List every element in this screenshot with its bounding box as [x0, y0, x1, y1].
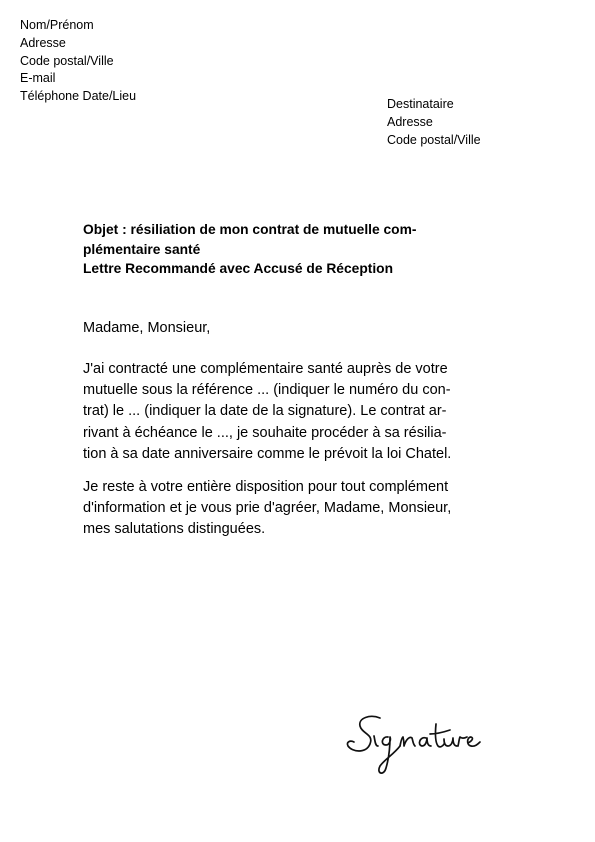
salutation: Madame, Monsieur,	[83, 320, 211, 336]
recipient-block	[387, 96, 481, 149]
handwritten-signature-icon	[340, 712, 500, 782]
paragraph-line: J'ai contracté une complémentaire santé auprès de votre	[83, 361, 448, 377]
sender-postal-city: Code postal/Ville	[20, 53, 114, 68]
sender-block	[20, 17, 136, 106]
paragraph-line: tion à sa date anniversaire comme le prévoit la loi Chatel.	[83, 445, 452, 462]
paragraph-line: d'information et je vous prie d'agréer, Madame, Monsieur,	[83, 500, 452, 517]
recipient-postal-city: Code postal/Ville	[387, 132, 481, 147]
subject-block	[83, 220, 493, 279]
recipient-address: Adresse	[387, 114, 433, 129]
subject-line-2: plémentaire santé	[83, 241, 201, 257]
sender-address: Adresse	[20, 35, 66, 50]
paragraph-line: mutuelle sous la référence ... (indiquer le numéro du con-	[83, 382, 451, 399]
body-paragraph-closing	[83, 477, 451, 541]
subject-line-1: Objet : résiliation de mon contrat de mutuelle com-	[83, 222, 417, 237]
sender-email: E-mail	[20, 71, 56, 86]
paragraph-line: mes salutations distinguées.	[83, 521, 266, 538]
delivery-mode: Lettre Recommandé avec Accusé de Réception	[83, 261, 394, 276]
recipient-name: Destinataire	[387, 97, 454, 111]
sender-name: Nom/Prénom	[20, 18, 94, 32]
paragraph-line: Je reste à votre entière disposition pour tout complément	[83, 479, 449, 495]
paragraph-line: trat) le ... (indiquer la date de la signature). Le contrat ar-	[83, 403, 447, 420]
body-paragraph-contract	[83, 359, 451, 465]
sender-phone-date-place: Téléphone Date/Lieu	[20, 89, 137, 104]
paragraph-line: rivant à échéance le ..., je souhaite procéder à sa résilia-	[83, 424, 447, 441]
